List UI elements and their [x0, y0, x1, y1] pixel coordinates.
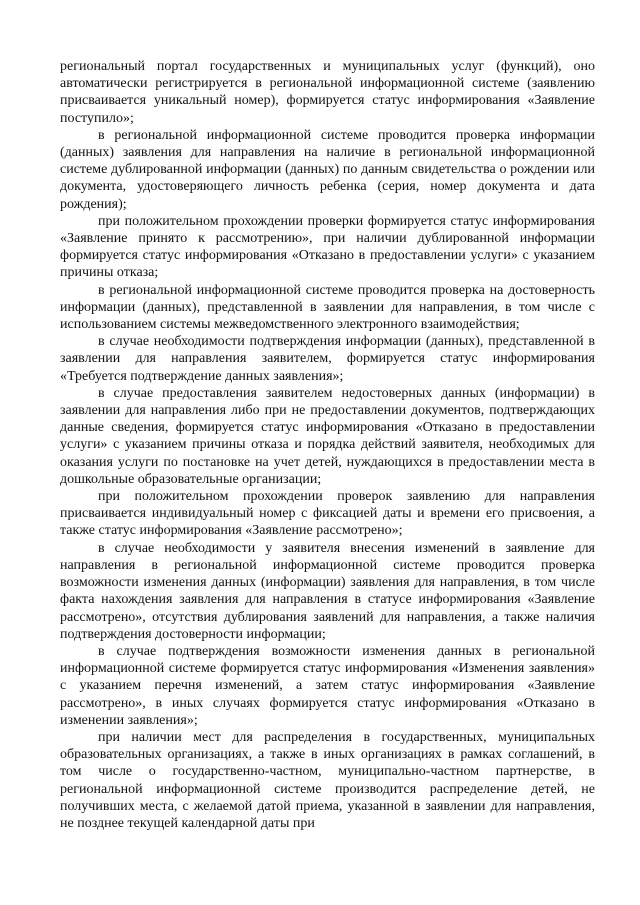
paragraph-6: в случае предоставления заявителем недостоверных данных (информации) в заявлении для направления либо при не предоставлении документов, подтверждающих данные сведения, формируется статус информирования «Отказано в предоставлении услуги» с указанием причины отказа и порядка действий заявителя, необходимых для оказания услуги по постановке на учет детей, нуждающихся в предоставлении места в дошкольные образовательные организации; — [60, 385, 595, 487]
paragraph-9: в случае подтверждения возможности изменения данных в региональной информационной системе формируется статус информирования «Изменения заявления» с указанием перечня изменений, а затем статус информирования «Заявление рассмотрено», в иных случаях формируется статус информирования «Отказано в изменении заявления»; — [60, 643, 595, 728]
paragraph-8: в случае необходимости у заявителя внесения изменений в заявление для направления в региональной информационной системе проводится проверка возможности изменения данных (информации) заявления для направления, в том числе факта нахождения заявления для направления в статусе информирования «Заявление рассмотрено», отсутствия дублирования заявлений для направления, а также наличия подтверждения достоверности информации; — [60, 540, 595, 642]
document-page — [60, 58, 595, 832]
paragraph-2: в региональной информационной системе проводится проверка информации (данных) заявления для направления на наличие в региональной информационной системе дублированной информации (данных) по данным свидетельства о рождении или документа, удостоверяющего личность ребенка (серия, номер документа и дата рождения); — [60, 127, 595, 212]
paragraph-10: при наличии мест для распределения в государственных, муниципальных образовательных организациях, а также в иных организациях в рамках соглашений, в том числе о государственно-частном, муниципально-частном партнерстве, в региональной информационной системе производится распределение детей, не получивших места, с желаемой датой приема, указанной в заявлении для направления, не позднее текущей календарной даты при — [60, 729, 595, 831]
paragraph-7: при положительном прохождении проверок заявлению для направления присваивается индивидуальный номер с фиксацией даты и времени его присвоения, а также статус информирования «Заявление рассмотрено»; — [60, 489, 595, 539]
paragraph-4: в региональной информационной системе проводится проверка на достоверность информации (данных), представленной в заявлении для направления, в том числе с использованием системы межведомственного электронного взаимодействия; — [60, 282, 595, 333]
paragraph-1: региональный портал государственных и муниципальных услуг (функций), оно автоматически регистрируется в региональной информационной системе (заявлению присваивается уникальный номер), формируется статус информирования «Заявление поступило»; — [60, 59, 595, 126]
paragraph-5: в случае необходимости подтверждения информации (данных), представленной в заявлении для направления заявителем, формируется статус информирования «Требуется подтверждение данных заявления»; — [60, 334, 595, 384]
paragraph-3: при положительном прохождении проверки формируется статус информирования «Заявление принято к рассмотрению», при наличии дублированной информации формируется статус информирования «Отказано в предоставлении услуги» с указанием причины отказа; — [60, 213, 595, 281]
